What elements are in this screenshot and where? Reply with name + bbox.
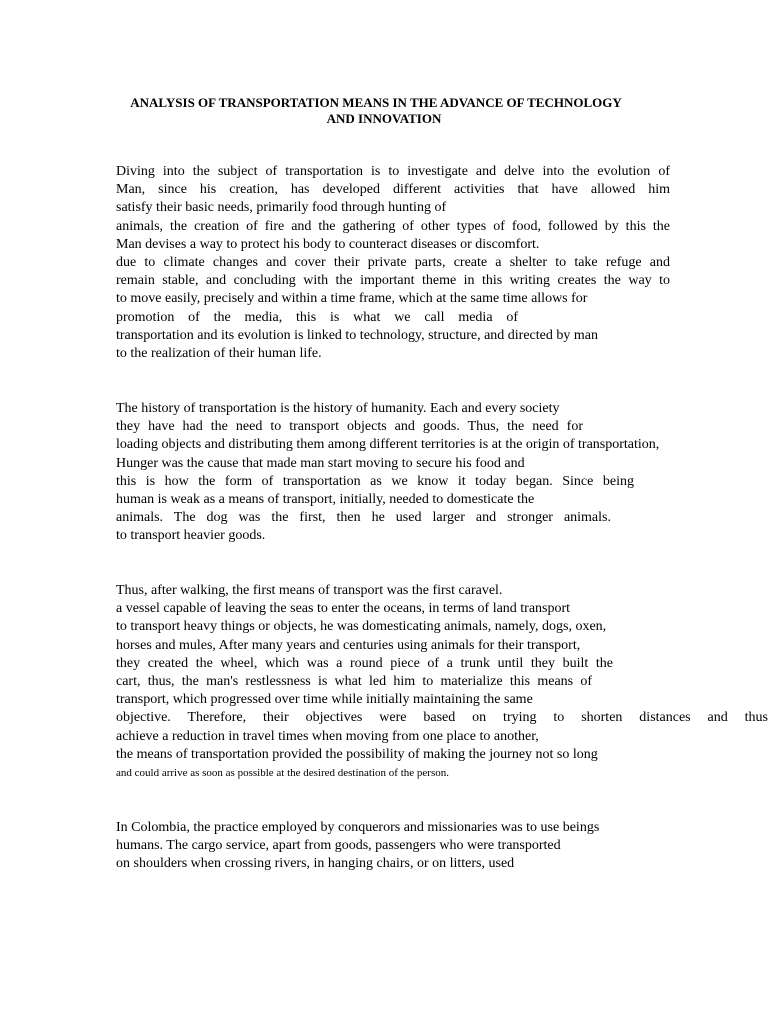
text-line: Hunger was the cause that made man start moving to secure his food and (116, 455, 525, 471)
paragraph-4 (116, 819, 768, 874)
text-line: to transport heavier goods. (116, 528, 266, 544)
text-line: human is weak as a means of transport, initially, needed to domesticate the (116, 491, 535, 507)
text-line: achieve a reduction in travel times when moving from one place to another, (116, 728, 539, 744)
text-line: transport, which progressed over time while initially maintaining the same (116, 692, 533, 708)
document-title-line-1: ANALYSIS OF TRANSPORTATION MEANS IN THE ADVANCE OF TECHNOLOGY (130, 95, 622, 110)
text-line: animals. The dog was the first, then he used larger and stronger animals. (116, 510, 611, 526)
text-line: promotion of the media, this is what we call media of (116, 309, 518, 325)
text-line: they created the wheel, which was a round piece of a trunk until they built the (116, 655, 613, 671)
paragraph-1 (116, 163, 768, 363)
text-line: the means of transportation provided the possibility of making the journey not so long (116, 746, 598, 762)
text-line: Man, since his creation, has developed different activities that have allowed him (116, 182, 670, 198)
document-title-line-2: AND INNOVATION (326, 111, 442, 126)
text-line: on shoulders when crossing rivers, in hanging chairs, or on litters, used (116, 856, 515, 872)
text-line: animals, the creation of fire and the gathering of other types of food, followed by this the (116, 218, 670, 234)
text-line: humans. The cargo service, apart from goods, passengers who were transported (116, 838, 561, 854)
text-line: Diving into the subject of transportation is to investigate and delve into the evolution of (116, 164, 670, 179)
text-line: satisfy their basic needs, primarily food through hunting of (116, 200, 447, 216)
text-line: to transport heavy things or objects, he was domesticating animals, namely, dogs, oxen, (116, 619, 607, 635)
paragraph-2 (116, 400, 768, 546)
paragraph-3 (116, 582, 768, 782)
text-line: transportation and its evolution is linked to technology, structure, and directed by man (116, 327, 598, 343)
text-line: loading objects and distributing them among different territories is at the origin of transportation, (116, 437, 660, 453)
text-line: Man devises a way to protect his body to counteract diseases or discomfort. (116, 236, 540, 252)
text-line: remain stable, and concluding with the important theme in this writing creates the way to (116, 273, 670, 289)
text-line: they have had the need to transport objects and goods. Thus, the need for (116, 419, 583, 435)
text-line: and could arrive as soon as possible at the desired destination of the person. (116, 766, 449, 779)
text-line: Thus, after walking, the first means of transport was the first caravel. (116, 583, 503, 598)
text-line: this is how the form of transportation as we know it today began. Since being (116, 473, 634, 489)
text-line: to move easily, precisely and within a time frame, which at the same time allows for (116, 291, 588, 307)
text-line: horses and mules, After many years and centuries using animals for their transport, (116, 637, 581, 653)
text-line: The history of transportation is the history of humanity. Each and every society (116, 401, 560, 416)
text-line: a vessel capable of leaving the seas to enter the oceans, in terms of land transport (116, 601, 571, 617)
text-line: due to climate changes and cover their private parts, create a shelter to take refuge and (116, 254, 670, 270)
text-line: In Colombia, the practice employed by conquerors and missionaries was to use beings (116, 820, 600, 835)
text-line: to the realization of their human life. (116, 345, 322, 361)
text-line: cart, thus, the man's restlessness is what led him to materialize this means of (116, 673, 592, 689)
text-line: objective. Therefore, their objectives were based on trying to shorten distances and thus (116, 710, 768, 726)
